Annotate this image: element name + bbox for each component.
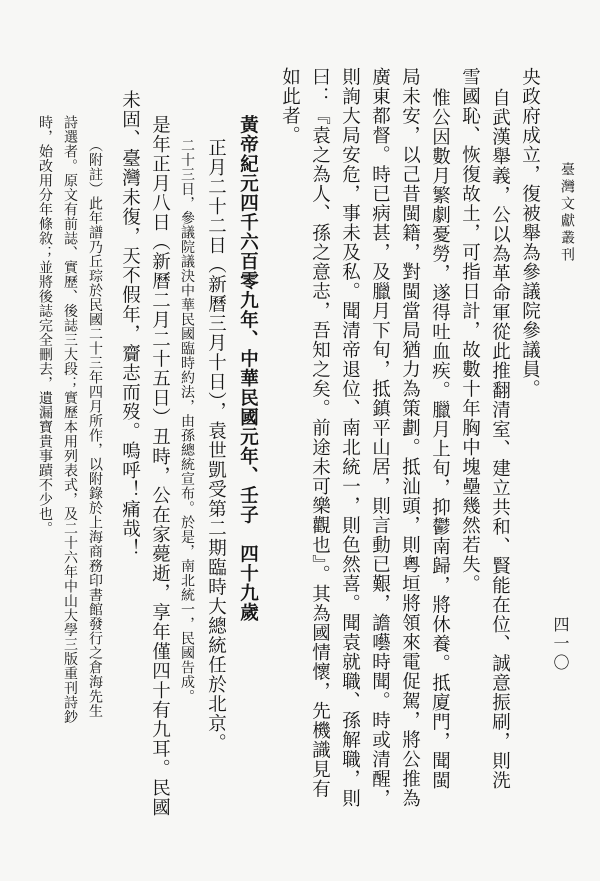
note-column: 二十三日，參議院議決中華民國臨時約法，由孫總統宣布。於是，南北統一，民國告成。 bbox=[179, 138, 195, 704]
note-column: （附註）此年譜乃丘琮於民國二十三年四月所作，以附錄於上海商務印書館發行之倉海先生 bbox=[87, 138, 103, 718]
text-column: 央政府成立，復被舉為參議院參議員。 bbox=[519, 67, 541, 399]
text-column: 則詢大局安危，事未及私。聞清帝退位、南北統一，則色然喜。聞袁就職、孫解職，則 bbox=[339, 67, 361, 808]
text-column: 是年正月八日（新曆二月二十五日）丑時，公在家薨逝，享年僅四十有九耳。民國 bbox=[149, 115, 171, 817]
text-column: 曰：『袁之為人、孫之意志，吾知之矣。前途未可樂觀也』。其為國情懷，先機識見有 bbox=[309, 67, 331, 799]
text-column: 局未安，以己昔閩籍，對閩當局猶力為策劃。抵汕頭，則粵垣將領來電促駕，將公推為 bbox=[399, 67, 421, 808]
page-number: 四一〇 bbox=[551, 616, 570, 673]
text-column: 惟公因數月繁劇憂勞，遂得吐血疾。臘月上旬，抑鬱南歸，將休養。抵廈門，聞閩 bbox=[429, 88, 451, 790]
text-column: 自武漢舉義，公以為革命軍從此推翻清室、建立共和、賢能在位、誠意振刷，則洗 bbox=[489, 88, 511, 790]
year-heading: 黃帝紀元四千六百零九年、中華民國元年、壬子 四十九歲 bbox=[237, 115, 259, 622]
text-column: 未固、臺灣未復，天不假年，齎志而歿。嗚呼！痛哉！ bbox=[119, 90, 141, 558]
note-column: 詩選者。原文有前誌、實歷、後誌三大段；實歷本用列表式，及二十六年中山大學三版重刊詩鈔 bbox=[62, 115, 78, 724]
text-column: 廣東都督。時已病甚，及臘月下旬，抵鎮平山居，則言動已艱，譫囈時聞。時或清醒， bbox=[369, 67, 391, 808]
series-title: 臺灣文獻叢刊 bbox=[559, 162, 575, 264]
note-column: 時，始改用分年條敘；並將後誌完全刪去，遺漏寶貴事蹟不少也。 bbox=[37, 115, 53, 536]
text-column: 正月二十二日（新曆三月十日），袁世凱受第二期臨時大總統任於北京。 bbox=[205, 138, 227, 753]
text-column: 雪國恥、恢復故土，可指日計，故數十年胸中塊壘幾然若失。 bbox=[459, 67, 481, 594]
text-column: 如此者。 bbox=[279, 67, 301, 145]
